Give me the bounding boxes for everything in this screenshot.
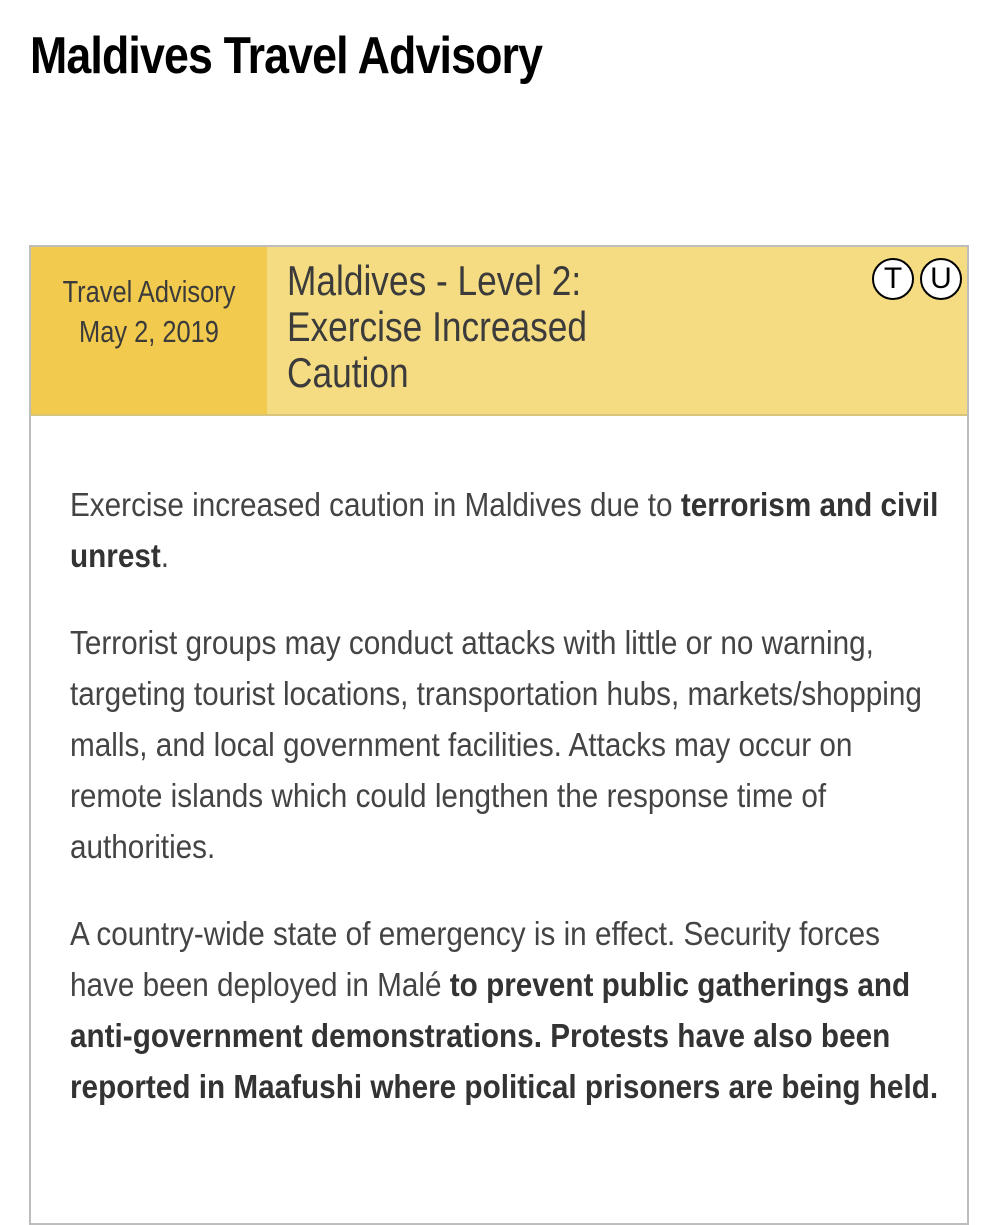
advisory-paragraph	[70, 617, 950, 872]
paragraph-emphasis: to prevent public gatherings and anti-government demonstrations. Protests have also been reported in Maafushi where political prisoners are being held.	[70, 966, 939, 1105]
paragraph-text: Terrorist groups may conduct attacks with little or no warning, targeting tourist locations, transportation hubs, markets/shopping malls, and local government facilities. Attacks may occur on remote islands which could lengthen the response time of authorities.	[70, 624, 922, 865]
advisory-paragraph	[70, 479, 950, 581]
advisory-header	[31, 247, 967, 416]
paragraph-text: Exercise increased caution in Maldives due to	[70, 486, 681, 523]
advisory-date-block	[31, 247, 267, 414]
page-title: Maldives Travel Advisory	[30, 27, 543, 85]
paragraph-emphasis: terrorism and civil unrest	[70, 486, 939, 574]
advisory-body	[70, 479, 950, 1148]
civil-unrest-badge-icon: U	[920, 258, 962, 300]
advisory-box	[29, 245, 969, 1225]
paragraph-text: .	[160, 537, 170, 574]
advisory-label: Travel Advisory	[62, 274, 236, 309]
advisory-date: May 2, 2019	[79, 314, 219, 349]
paragraph-text: A country-wide state of emergency is in effect. Security forces have been deployed in Malé	[70, 915, 880, 1003]
advisory-paragraph	[70, 908, 950, 1112]
advisory-badges	[872, 258, 962, 300]
terrorism-badge-icon: T	[872, 258, 914, 300]
advisory-level-heading: Maldives - Level 2: Exercise Increased Caution	[287, 257, 588, 396]
